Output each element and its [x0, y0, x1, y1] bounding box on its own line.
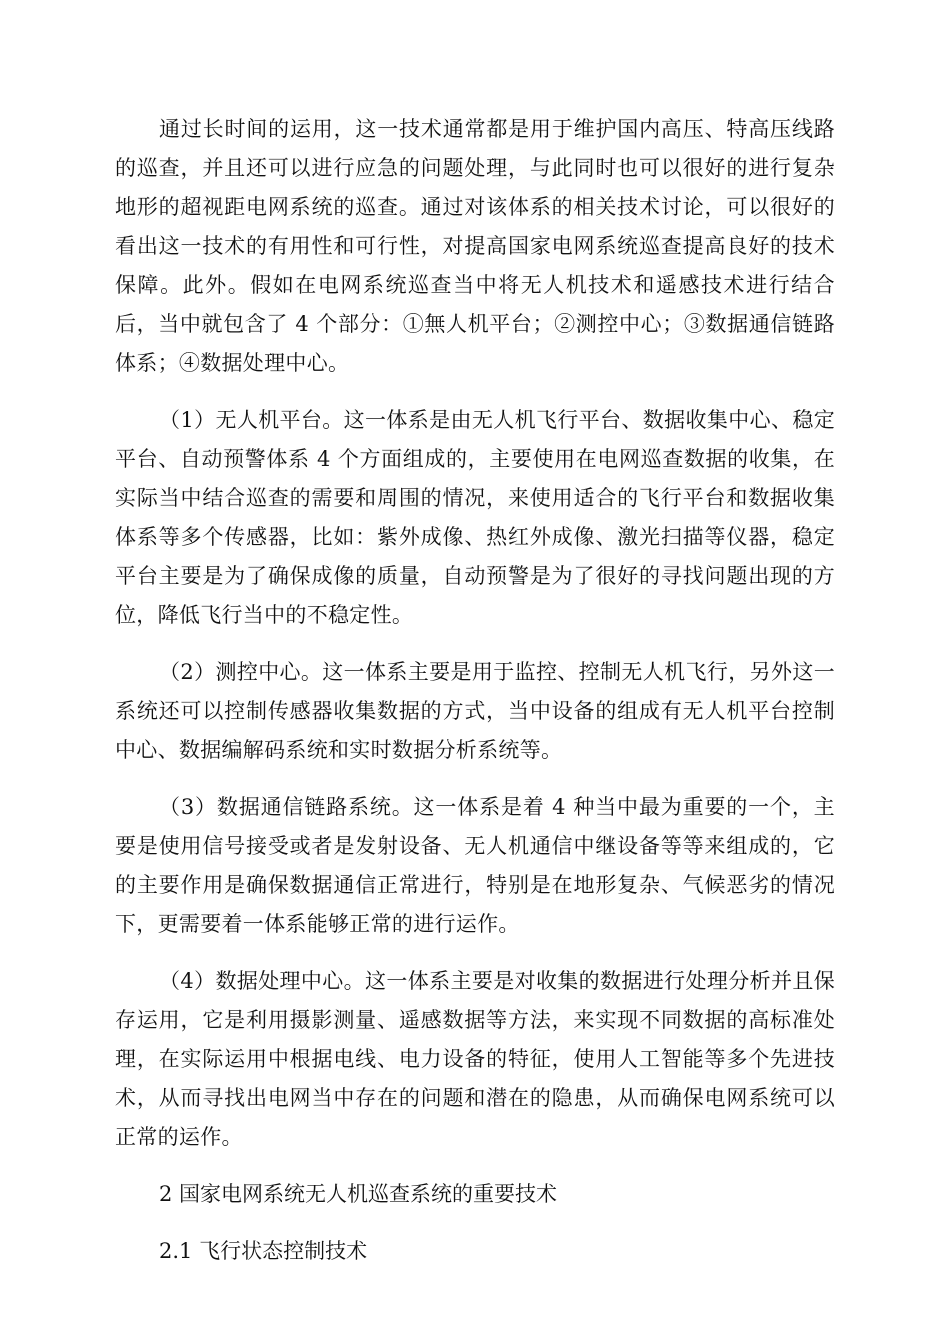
paragraph-data-processing: （4）数据处理中心。这一体系主要是对收集的数据进行处理分析并且保存运用，它是利用摄影测量、遥感数据等方法，来实现不同数据的高标准处理，在实际运用中根据电线、电力设备的特征，使用人工智能等多个先进技术，从而寻找出电网当中存在的问题和潜在的隐患，从而确保电网系统可以正常的运作。	[115, 969, 835, 1149]
paragraph-gap	[115, 770, 835, 788]
document-page	[115, 110, 835, 1271]
section-heading: 2 国家电网系统无人机巡查系统的重要技术	[159, 1182, 558, 1206]
subsection-heading: 2.1 飞行状态控制技术	[159, 1239, 368, 1263]
paragraph-gap	[115, 1157, 835, 1175]
paragraph-gap	[115, 944, 835, 962]
paragraph-data-link: （3）数据通信链路系统。这一体系是着 4 种当中最为重要的一个，主要是使用信号接受或者是发射设备、无人机通信中继设备等等来组成的，它的主要作用是确保数据通信正常进行，特别是在地形复杂、气候恶劣的情况下，更需要着一体系能够正常的进行运作。	[115, 795, 835, 936]
paragraph-control-center: （2）测控中心。这一体系主要是用于监控、控制无人机飞行，另外这一系统还可以控制传感器收集数据的方式，当中设备的组成有无人机平台控制中心、数据编解码系统和实时数据分析系统等。	[115, 660, 835, 762]
paragraph-uav-platform: （1）无人机平台。这一体系是由无人机飞行平台、数据收集中心、稳定平台、自动预警体系 4 个方面组成的，主要使用在电网巡查数据的收集，在实际当中结合巡查的需要和周围的情况，来使用适合的飞行平台和数据收集体系等多个传感器，比如：紫外成像、热红外成像、激光扫描等仪器，稳定平台主要是为了确保成像的质量，自动预警是为了很好的寻找问题出现的方位，降低飞行当中的不稳定性。	[115, 408, 835, 627]
paragraph-gap	[115, 1214, 835, 1232]
paragraph-gap	[115, 383, 835, 401]
paragraph-gap	[115, 635, 835, 653]
paragraph-intro: 通过长时间的运用，这一技术通常都是用于维护国内高压、特高压线路的巡查，并且还可以进行应急的问题处理，与此同时也可以很好的进行复杂地形的超视距电网系统的巡查。通过对该体系的相关技术讨论，可以很好的看出这一技术的有用性和可行性，对提高国家电网系统巡查提高良好的技术保障。此外。假如在电网系统巡查当中将无人机技术和遥感技术进行结合后，当中就包含了 4 个部分：①無人机平台；②测控中心；③数据通信链路体系；④数据处理中心。	[115, 117, 835, 375]
